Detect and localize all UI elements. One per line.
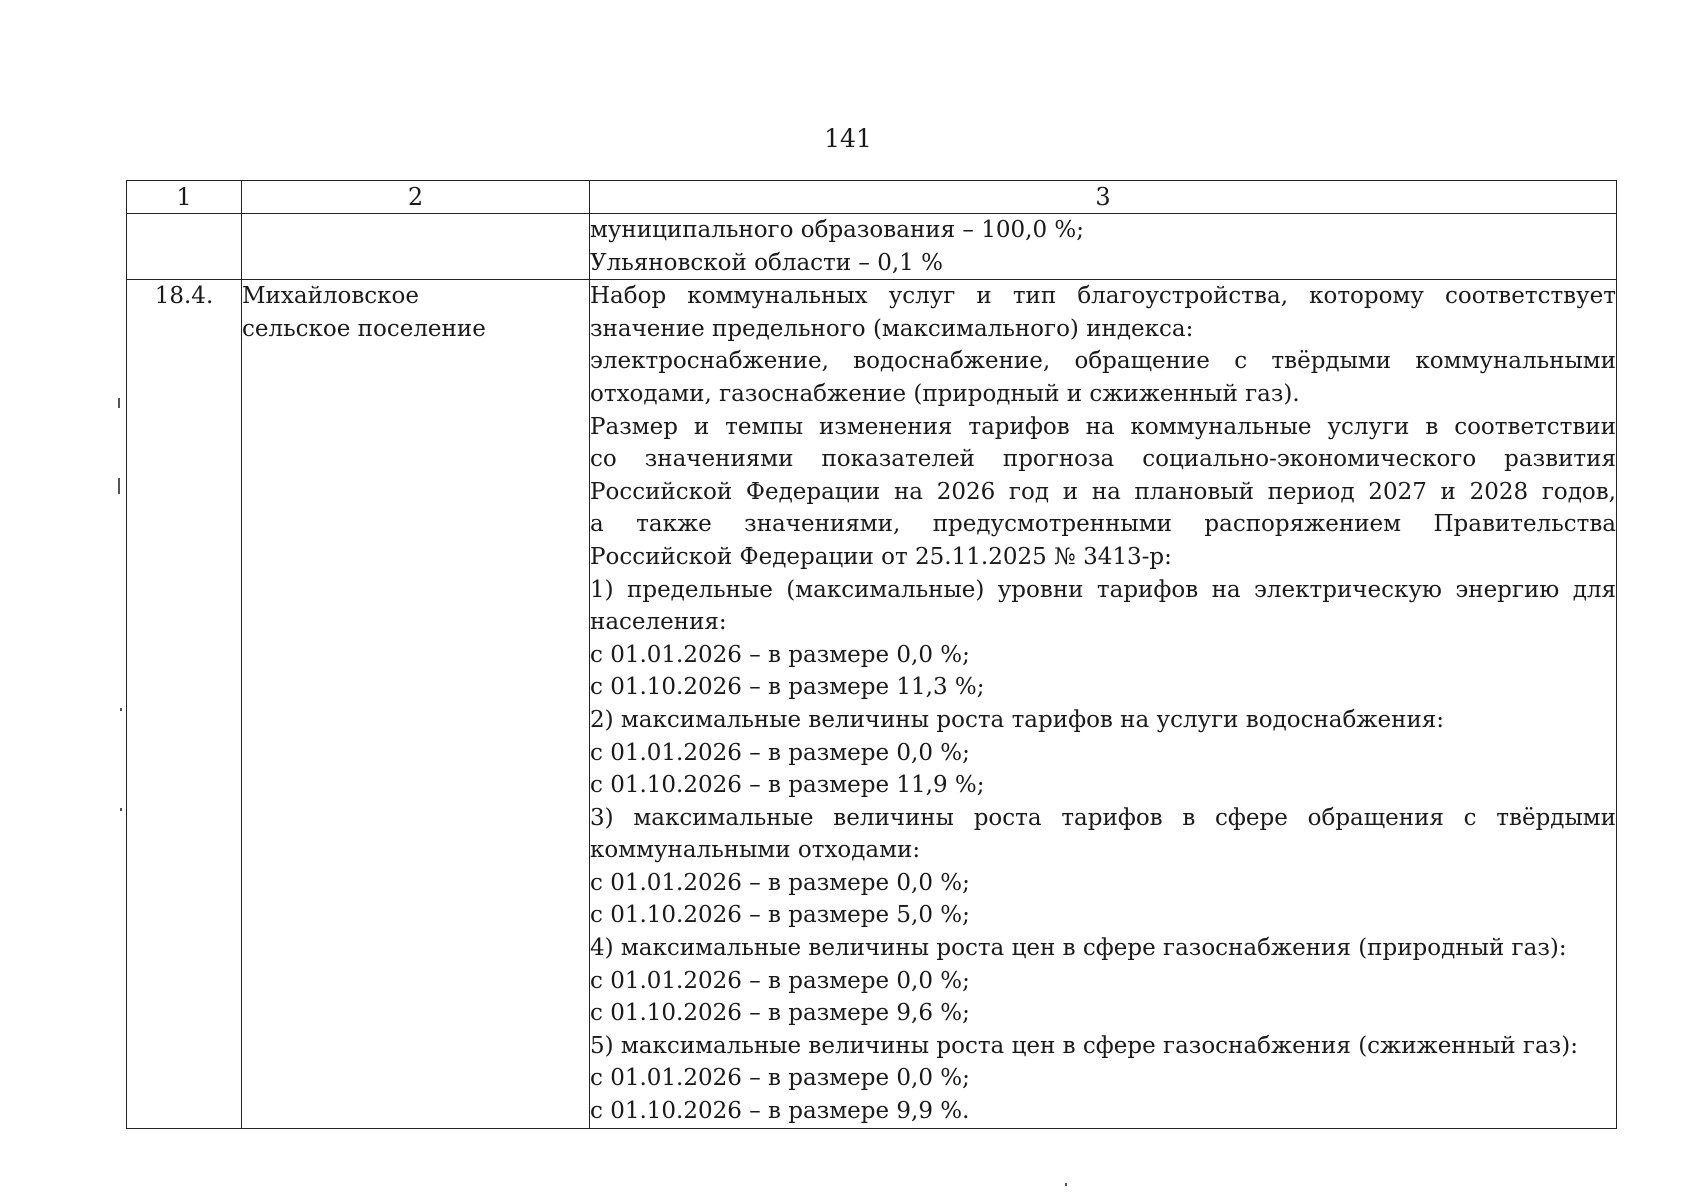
table-header-row (127, 181, 1617, 214)
content-line: значение предельного (максимального) индекса: (590, 315, 1194, 342)
content-line: 5) максимальные величины роста цен в сфере газоснабжения (сжиженный газ): (590, 1032, 1578, 1059)
column-header-2: 2 (242, 181, 590, 214)
content-line: Размер и темпы изменения тарифов на коммунальные услуги в соответствии (590, 413, 1616, 440)
content-line: с 01.10.2026 – в размере 11,3 %; (590, 674, 985, 701)
content-line: с 01.01.2026 – в размере 0,0 %; (590, 967, 970, 994)
column-header-1: 1 (127, 181, 242, 214)
scan-mark (1065, 1183, 1067, 1186)
content-line: Ульяновской области – 0,1 % (590, 249, 943, 276)
page-number: 141 (824, 124, 872, 153)
row-number-cell (127, 214, 242, 280)
table-row-continuation (127, 214, 1617, 280)
content-line: с 01.10.2026 – в размере 9,6 %; (590, 1000, 970, 1027)
content-line: с 01.01.2026 – в размере 0,0 %; (590, 641, 970, 668)
scan-mark (120, 808, 122, 811)
content-line: с 01.01.2026 – в размере 0,0 %; (590, 739, 970, 766)
scan-mark (120, 708, 122, 711)
content-line: Российской Федерации от 25.11.2025 № 3413-р: (590, 543, 1172, 570)
content-line: Набор коммунальных услуг и тип благоустройства, которому соответствует (590, 283, 1616, 310)
settlement-name-line: сельское поселение (242, 315, 486, 342)
content-line: 3) максимальные величины роста тарифов в сфере обращения с твёрдыми (590, 804, 1616, 831)
settlement-name-line: Михайловское (242, 283, 420, 310)
content-cell (590, 214, 1617, 280)
scan-mark (118, 478, 120, 494)
content-line: с 01.10.2026 – в размере 9,9 %. (590, 1098, 970, 1125)
content-line: а также значениями, предусмотренными распоряжением Правительства (590, 511, 1616, 538)
table-row-18-4 (127, 280, 1617, 1128)
content-line: с 01.10.2026 – в размере 5,0 %; (590, 902, 970, 929)
content-line: электроснабжение, водоснабжение, обращение с твёрдыми коммунальными (590, 348, 1616, 375)
content-line: со значениями показателей прогноза социально-экономического развития (590, 446, 1616, 473)
content-line: Российской Федерации на 2026 год и на плановый период 2027 и 2028 годов, (590, 478, 1616, 505)
content-line: 4) максимальные величины роста цен в сфере газоснабжения (природный газ): (590, 935, 1567, 962)
content-line: населения: (590, 609, 727, 636)
content-line: с 01.10.2026 – в размере 11,9 %; (590, 772, 985, 799)
content-line: 1) предельные (максимальные) уровни тарифов на электрическую энергию для (590, 576, 1616, 603)
settlement-name-cell (242, 280, 590, 1128)
content-cell (590, 280, 1617, 1128)
content-line: 2) максимальные величины роста тарифов на услуги водоснабжения: (590, 706, 1445, 733)
tariff-table (126, 180, 1617, 1129)
content-line: коммунальными отходами: (590, 837, 921, 864)
row-number-cell: 18.4. (127, 280, 242, 1128)
content-line: с 01.01.2026 – в размере 0,0 %; (590, 869, 970, 896)
scan-mark (118, 398, 120, 408)
settlement-name-cell (242, 214, 590, 280)
content-line: с 01.01.2026 – в размере 0,0 %; (590, 1065, 970, 1092)
column-header-3: 3 (590, 181, 1617, 214)
content-line: отходами, газоснабжение (природный и сжиженный газ). (590, 380, 1300, 407)
content-line: муниципального образования – 100,0 %; (590, 217, 1084, 243)
